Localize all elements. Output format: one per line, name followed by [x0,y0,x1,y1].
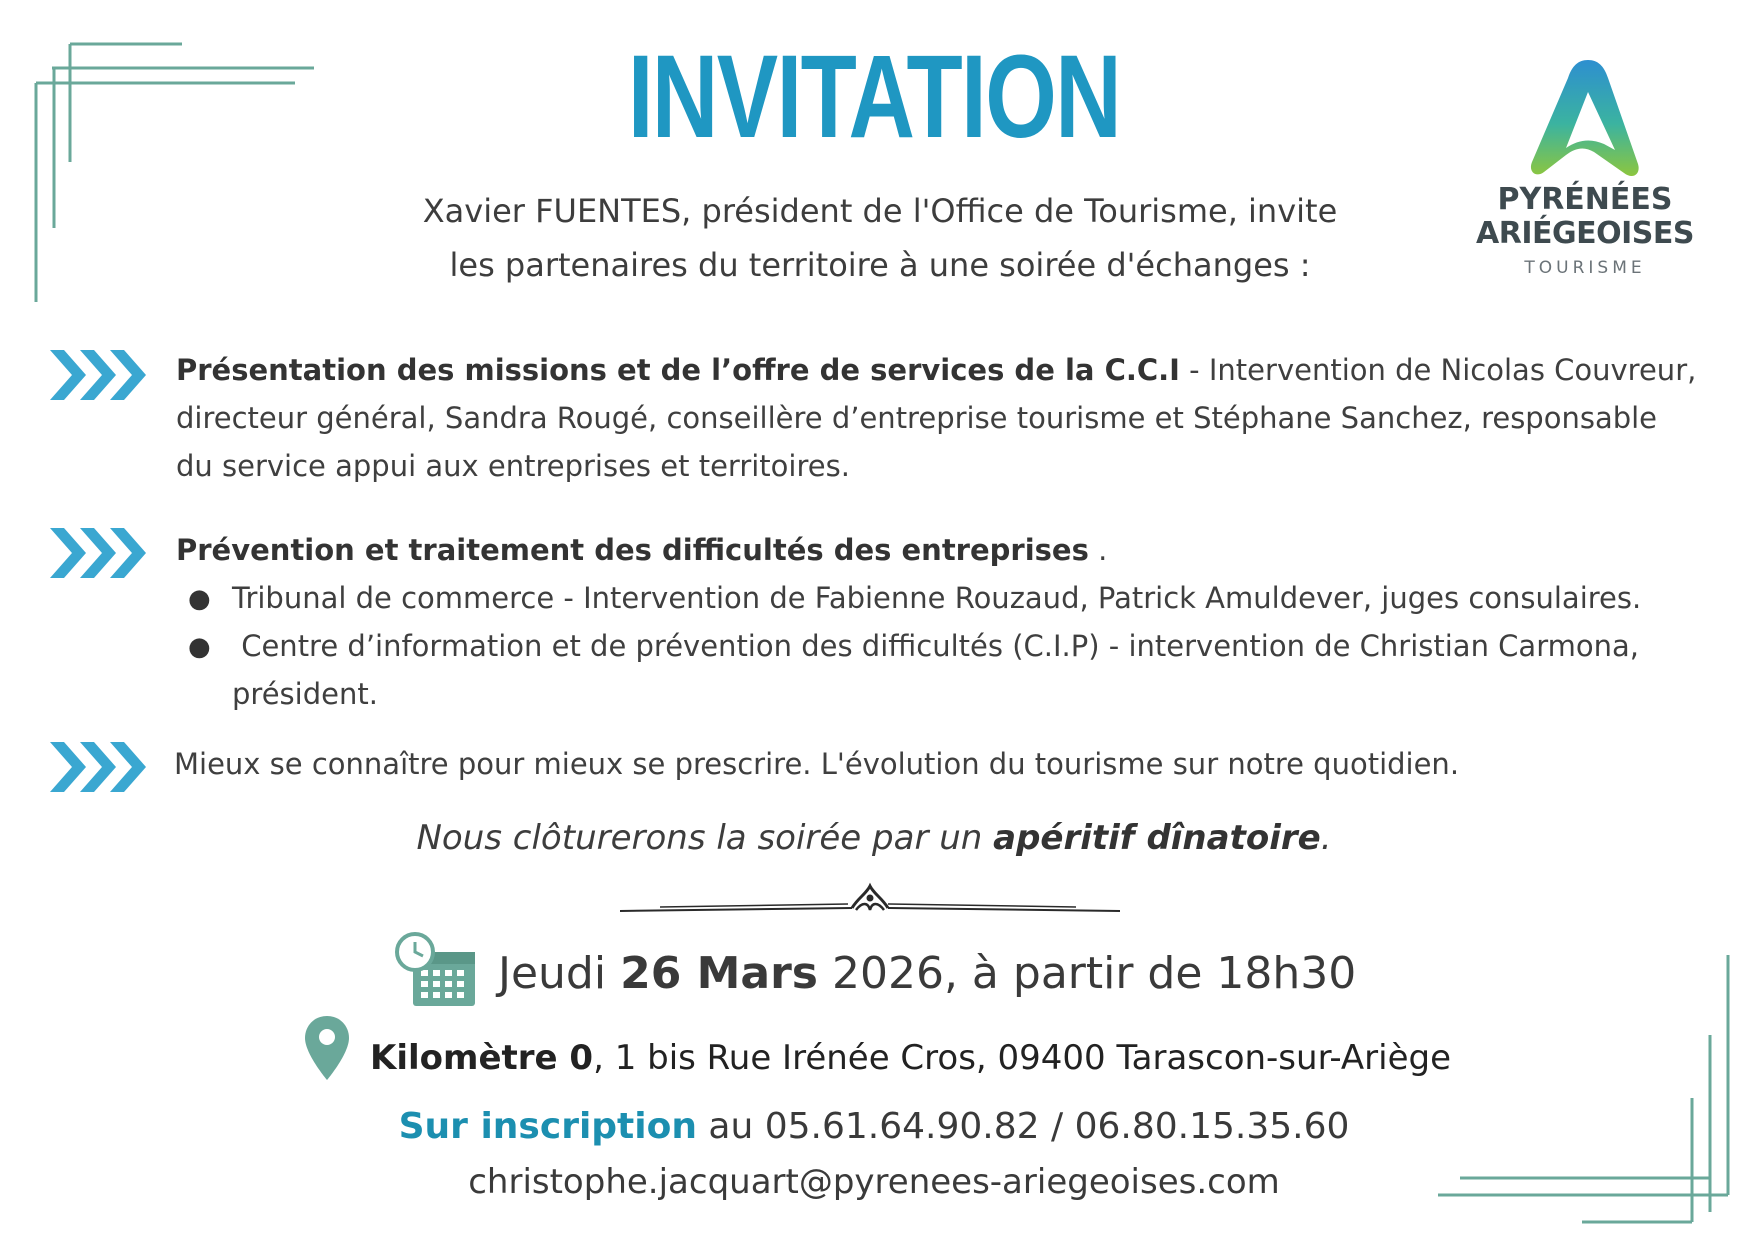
calendar-clock-icon [395,932,479,1010]
logo [1470,52,1700,292]
chevrons-icon [50,528,150,578]
closing-prefix: Nous clôturerons la soirée par un [416,818,994,858]
agenda-item-2-bullet-2: Centre d’information et de prévention des difficultés (C.I.P) - intervention de Christian Carmona, [232,629,1639,663]
chevrons-icon [50,742,150,792]
bullet-dot-icon: ● [188,632,211,662]
closing-suffix: . [1320,818,1332,858]
invitation-title: INVITATION [627,31,1121,163]
agenda-item-1-line-3: du service appui aux entreprises et territoires. [176,449,850,483]
agenda-item-1-speakers: - Intervention de Nicolas Couvreur, [1179,353,1697,387]
closing-highlight: apéritif dînatoire [993,818,1321,858]
logo-mark-icon [1470,52,1700,182]
agenda-item-1-line-2: directeur général, Sandra Rougé, conseillère d’entreprise tourisme et Stéphane Sanchez, responsable [176,401,1658,435]
intro-line-2: les partenaires du territoire à une soirée d'échanges : [449,246,1311,284]
closing-line [0,818,1748,858]
ornament-divider-icon [620,880,1120,920]
event-address [370,1038,1451,1078]
bullet-dot-icon: ● [188,584,211,614]
agenda-item-3: Mieux se connaître pour mieux se prescrire. L'évolution du tourisme sur notre quotidien. [174,747,1460,781]
agenda-item-2-suffix: . [1088,533,1108,567]
registration-line [0,1106,1748,1147]
event-date-prefix: Jeudi [498,948,621,999]
logo-name-line-2: ARIÉGEOISES [1476,216,1694,251]
intro-line-1: Xavier FUENTES, président de l'Office de Tourisme, invite [422,192,1338,230]
agenda-item-1-title: Présentation des missions et de l’offre de services de la C.C.I [176,353,1180,387]
registration-label: Sur inscription [398,1106,697,1147]
event-venue: Kilomètre 0 [370,1038,594,1078]
event-address-text: , 1 bis Rue Irénée Cros, 09400 Tarascon-sur-Ariège [593,1038,1451,1078]
logo-tagline: TOURISME [1524,258,1646,278]
event-date-highlight: 26 Mars [620,948,818,999]
agenda-item-2 [176,526,1107,574]
agenda-item-2-title: Prévention et traitement des difficultés des entreprises [176,533,1089,567]
contact-email[interactable]: christophe.jacquart@pyrenees-ariegeoises.com [468,1162,1280,1202]
agenda-item-2-bullet-2-cont: président. [232,677,378,711]
chevrons-icon [50,350,150,400]
registration-phones: au 05.61.64.90.82 / 06.80.15.35.60 [696,1106,1350,1147]
event-date [498,948,1356,999]
logo-name-line-1: PYRÉNÉES [1497,182,1673,217]
agenda-item-2-bullet-1: Tribunal de commerce - Intervention de Fabienne Rouzaud, Patrick Amuldever, juges consulaires. [232,581,1642,615]
agenda-item-1 [176,346,1716,490]
location-pin-icon [303,1014,351,1082]
event-date-suffix: 2026, à partir de 18h30 [818,948,1357,999]
